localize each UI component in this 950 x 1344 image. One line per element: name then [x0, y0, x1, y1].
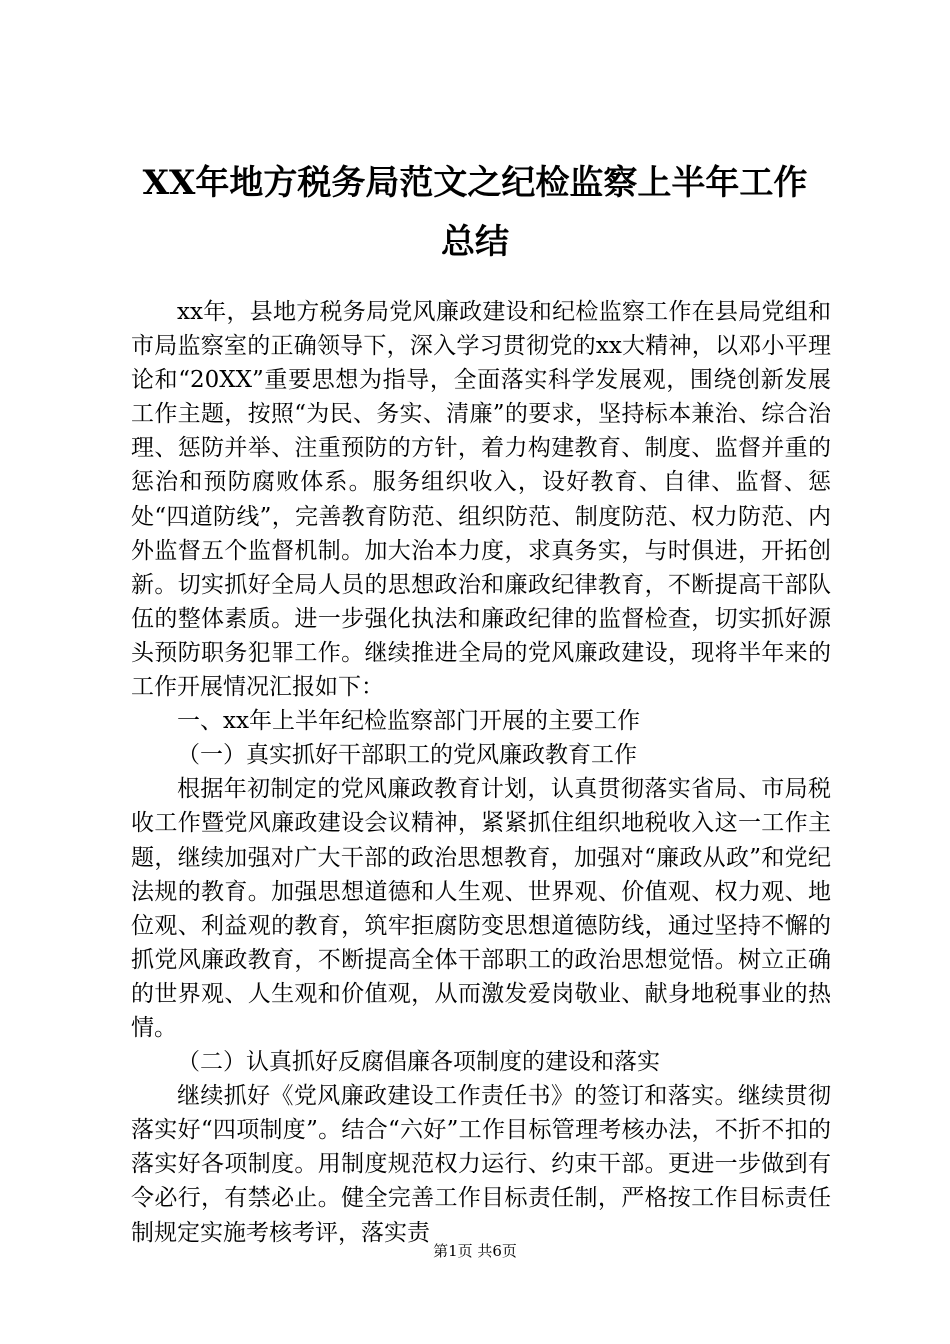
heading-subsection-1: （一）真实抓好干部职工的党风廉政教育工作 — [177, 742, 637, 769]
heading-subsection-2: （二）认真抓好反腐倡廉各项制度的建设和落实 — [177, 1049, 660, 1076]
document-title-line-1: XX年地方税务局范文之纪检监察上半年工作 — [142, 163, 808, 203]
paragraph-systems: 继续抓好《党风廉政建设工作责任书》的签订和落实。继续贯彻落实好“四项制度”。结合“六好”工作目标管理考核办法，不折不扣的落实好各项制度。用制度规范权力运行、约束干部。更进一步做到有令必行，有禁必止。健全完善工作目标责任制，严格按工作目标责任制规定实施考核考评，落实责 — [131, 1083, 831, 1246]
document-body — [131, 295, 831, 1250]
document-title-line-2: 总结 — [441, 222, 509, 262]
heading-section-1: 一、xx年上半年纪检监察部门开展的主要工作 — [177, 708, 640, 735]
paragraph-intro: xx年，县地方税务局党风廉政建设和纪检监察工作在县局党组和市局监察室的正确领导下，深入学习贯彻党的xx大精神，以邓小平理论和“20XX”重要思想为指导，全面落实科学发展观，围绕创新发展工作主题，按照“为民、务实、清廉”的要求，坚持标本兼治、综合治理、惩防并举、注重预防的方针，着力构建教育、制度、监督并重的惩治和预防腐败体系。服务组织收入，设好教育、自律、监督、惩处“四道防线”，完善教育防范、组织防范、制度防范、权力防范、内外监督五个监督机制。加大治本力度，求真务实，与时俱进，开拓创新。切实抓好全局人员的思想政治和廉政纪律教育，不断提高干部队伍的整体素质。进一步强化执法和廉政纪律的监督检查，切实抓好源头预防职务犯罪工作。继续推进全局的党风廉政建设，现将半年来的工作开展情况汇报如下： — [131, 299, 831, 701]
paragraph-education: 根据年初制定的党风廉政教育计划，认真贯彻落实省局、市局税收工作暨党风廉政建设会议精神，紧紧抓住组织地税收入这一工作主题，继续加强对广大干部的政治思想教育，加强对“廉政从政”和党纪法规的教育。加强思想道德和人生观、世界观、价值观、权力观、地位观、利益观的教育，筑牢拒腐防变思想道德防线，通过坚持不懈的抓党风廉政教育，不断提高全体干部职工的政治思想觉悟。树立正确的世界观、人生观和价值观，从而激发爱岗敬业、献身地税事业的热情。 — [131, 776, 831, 1041]
page-footer: 第1页 共6页 — [433, 1242, 517, 1260]
